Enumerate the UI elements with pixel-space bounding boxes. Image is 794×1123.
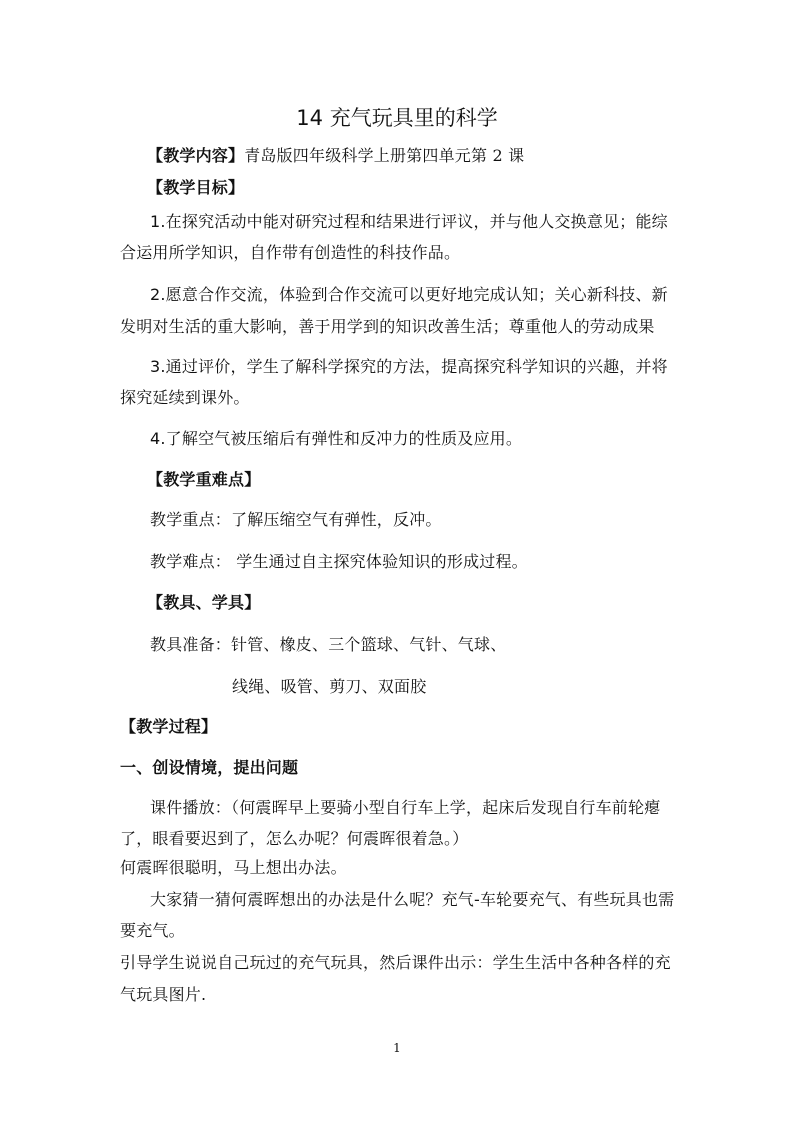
objectives-heading: 【教学目标】 <box>147 178 245 197</box>
objective-1-line-2: 合运用所学知识，自作带有创造性的科技作品。 <box>120 243 461 262</box>
keypoints-heading: 【教学重难点】 <box>147 470 261 489</box>
key-difficulty: 教学难点： 学生通过自主探究体验知识的形成过程。 <box>150 552 528 571</box>
teaching-content-text: 青岛版四年级科学上册第四单元第 2 课 <box>244 146 525 165</box>
section-1-heading: 一、创设情境，提出问题 <box>120 758 299 777</box>
objective-3-line-1: 3.通过评价，学生了解科学探究的方法，提高探究科学知识的兴趣，并将 <box>150 357 668 376</box>
process-heading: 【教学过程】 <box>120 717 218 736</box>
objective-2-line-2: 发明对生活的重大影响，善于用学到的知识改善生活；尊重他人的劳动成果 <box>120 317 655 336</box>
page-title: 14 充气玩具里的科学 <box>296 106 498 130</box>
objective-4: 4.了解空气被压缩后有弹性和反冲力的性质及应用。 <box>150 429 523 448</box>
paragraph-1-line-2: 了，眼看要迟到了，怎么办呢？何震晖很着急。） <box>120 829 469 848</box>
paragraph-3-line-2: 要充气。 <box>120 921 185 940</box>
tools-line-2: 线绳、吸管、剪刀、双面胶 <box>232 677 427 696</box>
paragraph-3-line-1: 大家猜一猜何震晖想出的办法是什么呢？充气-车轮要充气、有些玩具也需 <box>150 890 675 909</box>
paragraph-4-line-1: 引导学生说说自己玩过的充气玩具，然后课件出示：学生生活中各种各样的充 <box>120 953 671 972</box>
tools-heading: 【教具、学具】 <box>147 593 261 612</box>
tools-line-1: 教具准备：针管、橡皮、三个篮球、气针、气球、 <box>150 635 507 654</box>
page-number: 1 <box>393 1041 401 1055</box>
teaching-content-line <box>147 146 524 166</box>
objective-2-line-1: 2.愿意合作交流，体验到合作交流可以更好地完成认知；关心新科技、新 <box>150 285 668 304</box>
teaching-content-label: 【教学内容】 <box>147 146 245 165</box>
paragraph-4-line-2: 气玩具图片. <box>120 985 207 1004</box>
objective-3-line-2: 探究延续到课外。 <box>120 388 250 407</box>
paragraph-1-line-1: 课件播放：（何震晖早上要骑小型自行车上学，起床后发现自行车前轮瘪 <box>150 798 661 817</box>
paragraph-2: 何震晖很聪明，马上想出办法。 <box>120 858 347 877</box>
key-focus: 教学重点：了解压缩空气有弹性，反冲。 <box>150 510 442 529</box>
objective-1-line-1: 1.在探究活动中能对研究过程和结果进行评议，并与他人交换意见；能综 <box>150 212 668 231</box>
